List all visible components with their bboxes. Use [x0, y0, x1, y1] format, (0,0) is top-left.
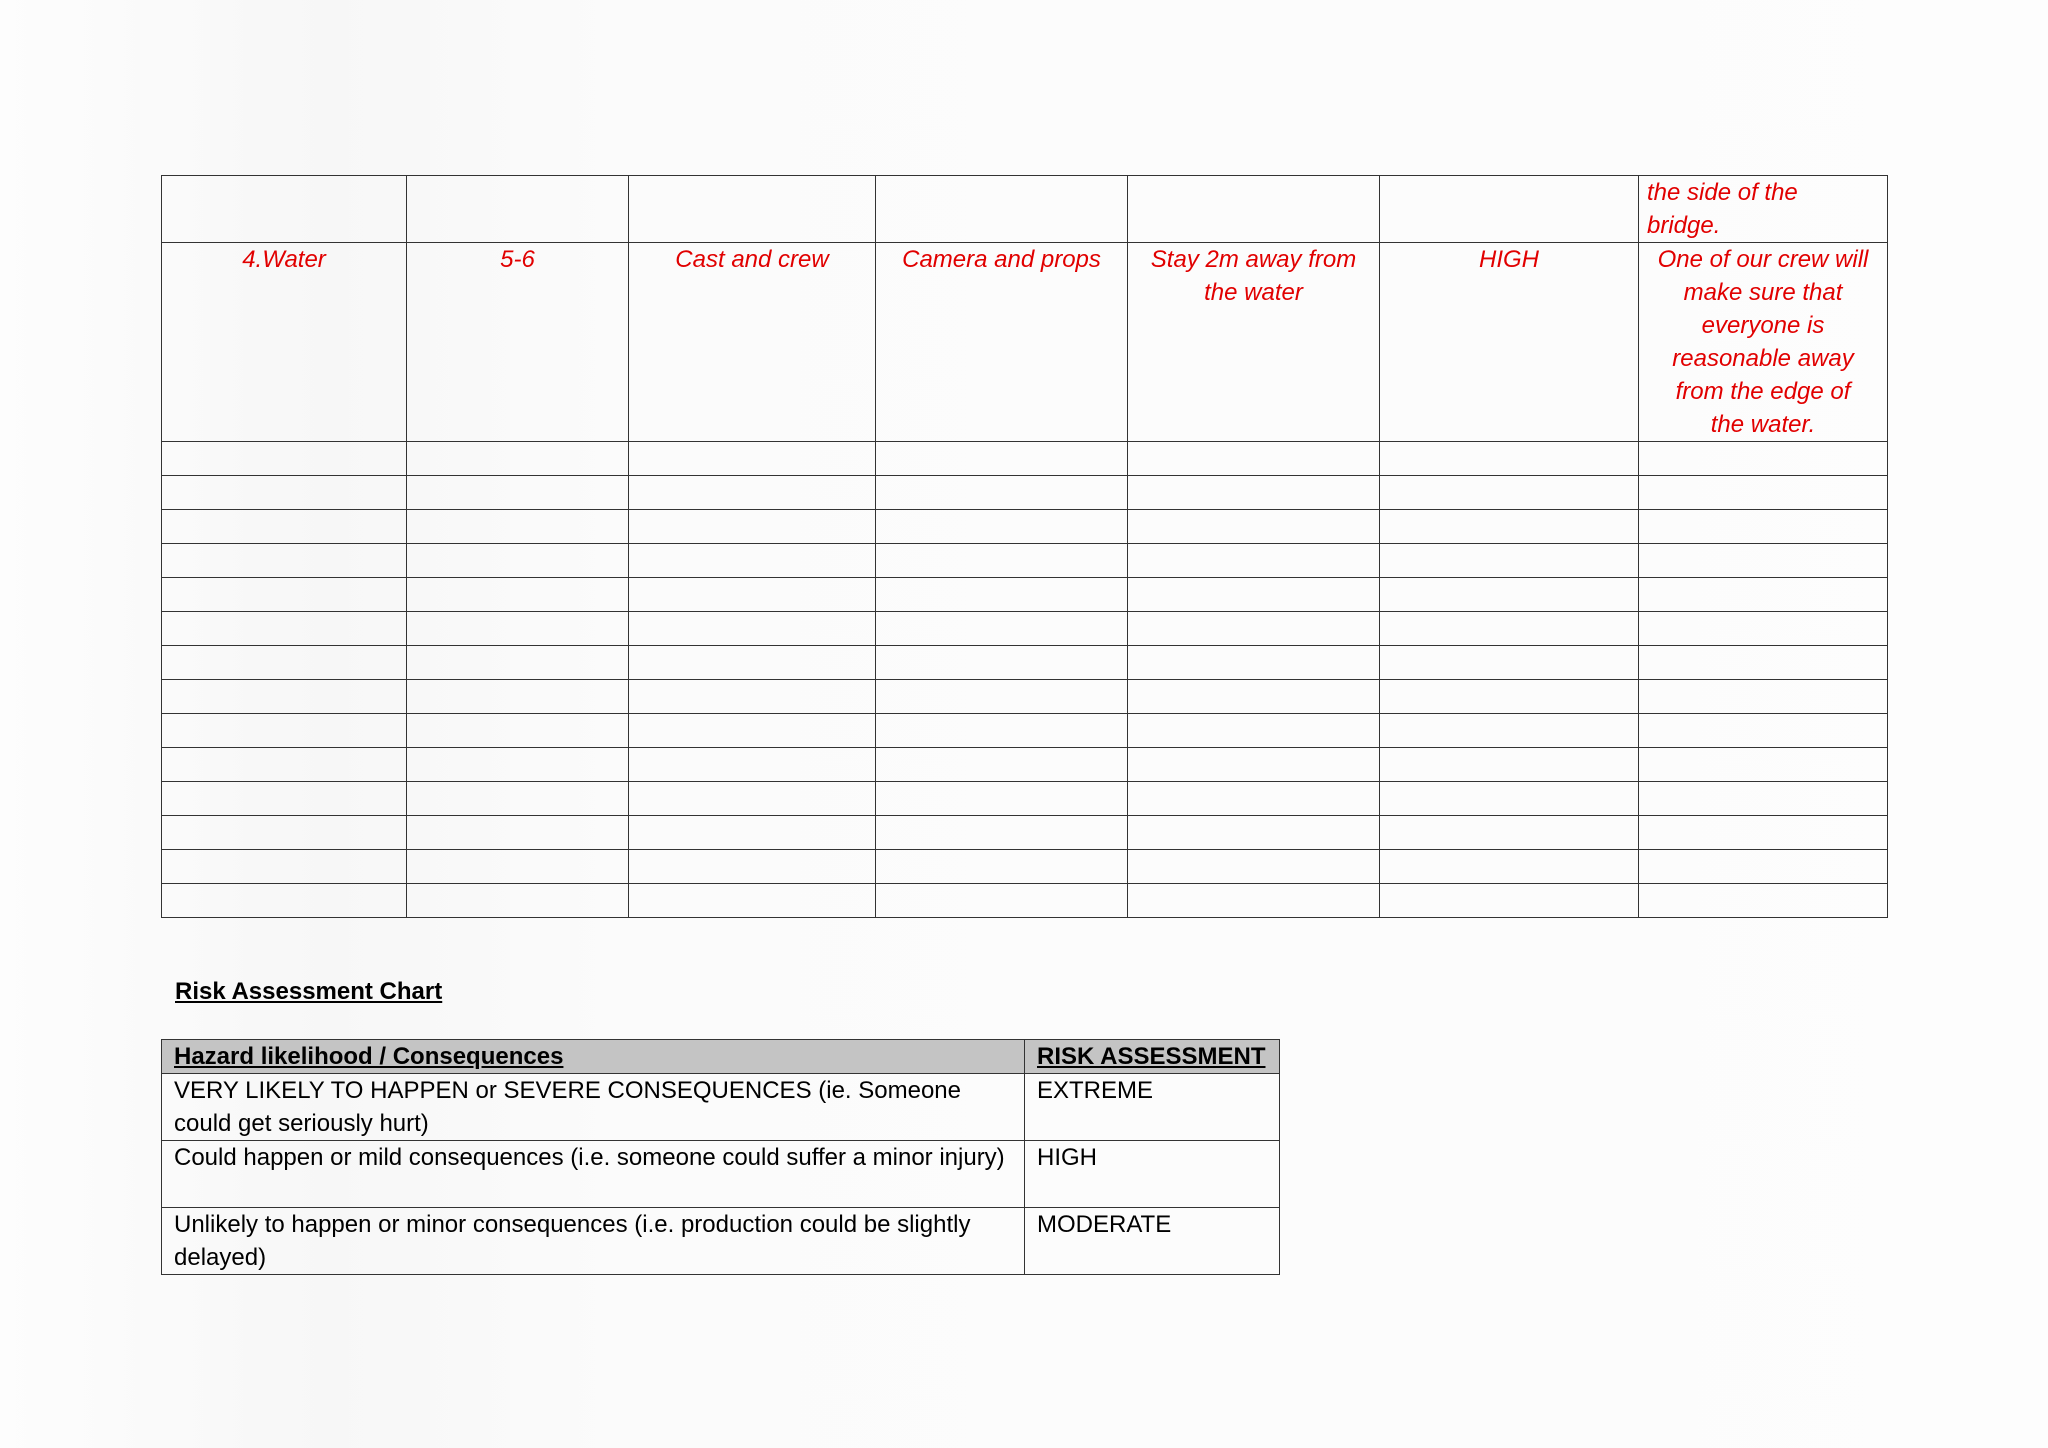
- empty-table-row: [162, 782, 1888, 816]
- empty-table-cell: [629, 510, 876, 544]
- empty-table-cell: [1639, 476, 1888, 510]
- empty-table-row: [162, 510, 1888, 544]
- empty-table-cell: [629, 680, 876, 714]
- empty-table-cell: [629, 646, 876, 680]
- empty-table-cell: [407, 646, 629, 680]
- empty-table-cell: [1639, 884, 1888, 918]
- empty-table-cell: [1639, 680, 1888, 714]
- empty-table-cell: [1128, 476, 1380, 510]
- table-row: [162, 1141, 1280, 1208]
- empty-table-cell: [876, 884, 1128, 918]
- equipment-cell: Camera and props: [876, 243, 1128, 442]
- empty-table-cell: [407, 680, 629, 714]
- empty-table-row: [162, 748, 1888, 782]
- likelihood-cell: Could happen or mild consequences (i.e. someone could suffer a minor injury): [162, 1141, 1025, 1208]
- precaution-cell: Stay 2m away from the water: [1128, 243, 1380, 442]
- empty-table-cell: [162, 510, 407, 544]
- empty-table-cell: [1639, 442, 1888, 476]
- empty-table-cell: [1380, 510, 1639, 544]
- empty-table-cell: [1128, 578, 1380, 612]
- empty-table-cell: [1380, 612, 1639, 646]
- empty-table-cell: [1380, 476, 1639, 510]
- empty-table-cell: [876, 748, 1128, 782]
- empty-table-cell: [629, 816, 876, 850]
- likelihood-cell: Unlikely to happen or minor consequences (i.e. production could be slightly delayed): [162, 1208, 1025, 1275]
- empty-table-cell: [407, 816, 629, 850]
- empty-table-cell: [407, 884, 629, 918]
- empty-table-cell: [1128, 510, 1380, 544]
- empty-table-row: [162, 544, 1888, 578]
- empty-table-cell: [162, 884, 407, 918]
- empty-table-cell: [876, 850, 1128, 884]
- empty-table-cell: [1380, 782, 1639, 816]
- empty-table-cell: [629, 442, 876, 476]
- empty-table-cell: [876, 476, 1128, 510]
- empty-table-cell: [629, 612, 876, 646]
- empty-table-cell: [876, 578, 1128, 612]
- empty-table-cell: [1128, 884, 1380, 918]
- empty-table-cell: [1639, 782, 1888, 816]
- empty-table-cell: [876, 680, 1128, 714]
- empty-table-cell: [407, 476, 629, 510]
- column-header-assessment: RISK ASSESSMENT: [1025, 1040, 1280, 1074]
- table-row: [162, 1074, 1280, 1141]
- empty-table-cell: [1639, 612, 1888, 646]
- empty-table-cell: [1128, 646, 1380, 680]
- empty-table-cell: [1380, 884, 1639, 918]
- empty-table-cell: [629, 544, 876, 578]
- empty-table-cell: [876, 544, 1128, 578]
- hazard-cell: 4.Water: [162, 243, 407, 442]
- assessment-cell: MODERATE: [1025, 1208, 1280, 1275]
- empty-table-cell: [1128, 714, 1380, 748]
- empty-table-cell: [629, 884, 876, 918]
- empty-table-row: [162, 578, 1888, 612]
- empty-table-cell: [407, 578, 629, 612]
- empty-table-cell: [407, 544, 629, 578]
- empty-table-row: [162, 816, 1888, 850]
- empty-table-cell: [1128, 816, 1380, 850]
- empty-table-cell: [629, 578, 876, 612]
- empty-table-cell: [1380, 646, 1639, 680]
- empty-table-cell: [1380, 714, 1639, 748]
- empty-table-cell: [876, 782, 1128, 816]
- assessment-cell: HIGH: [1025, 1141, 1280, 1208]
- table-cell: [876, 176, 1128, 243]
- table-row: [162, 243, 1888, 442]
- empty-table-cell: [1639, 544, 1888, 578]
- empty-table-row: [162, 646, 1888, 680]
- empty-table-cell: [1639, 714, 1888, 748]
- empty-table-cell: [162, 714, 407, 748]
- table-header-row: [162, 1040, 1280, 1074]
- empty-table-row: [162, 476, 1888, 510]
- empty-table-row: [162, 612, 1888, 646]
- table-cell: [407, 176, 629, 243]
- empty-table-cell: [876, 612, 1128, 646]
- empty-table-row: [162, 680, 1888, 714]
- empty-table-cell: [629, 748, 876, 782]
- likelihood-cell: VERY LIKELY TO HAPPEN or SEVERE CONSEQUENCES (ie. Someone could get seriously hurt): [162, 1074, 1025, 1141]
- empty-table-cell: [876, 816, 1128, 850]
- empty-table-cell: [162, 748, 407, 782]
- empty-table-cell: [407, 442, 629, 476]
- table-row: [162, 176, 1888, 243]
- table-cell: [162, 176, 407, 243]
- empty-table-cell: [162, 442, 407, 476]
- empty-table-cell: [162, 612, 407, 646]
- empty-table-cell: [1639, 748, 1888, 782]
- empty-table-cell: [407, 612, 629, 646]
- control-measures-cell: One of our crew will make sure that everyone is reasonable away from the edge of the water.: [1639, 243, 1888, 442]
- empty-table-row: [162, 850, 1888, 884]
- empty-table-cell: [1639, 850, 1888, 884]
- empty-table-cell: [1380, 680, 1639, 714]
- empty-table-cell: [407, 850, 629, 884]
- empty-table-cell: [1128, 544, 1380, 578]
- empty-table-cell: [629, 782, 876, 816]
- empty-table-cell: [407, 782, 629, 816]
- risk-key-table: [161, 1039, 1280, 1275]
- empty-table-cell: [1380, 850, 1639, 884]
- risk-assessment-chart-title: Risk Assessment Chart: [175, 978, 443, 1005]
- empty-table-cell: [1380, 748, 1639, 782]
- table-cell: [1380, 176, 1639, 243]
- empty-table-cell: [407, 510, 629, 544]
- empty-table-cell: [162, 680, 407, 714]
- empty-table-cell: [162, 816, 407, 850]
- empty-table-cell: [876, 510, 1128, 544]
- table-cell: [1128, 176, 1380, 243]
- empty-table-cell: [1128, 850, 1380, 884]
- empty-table-row: [162, 714, 1888, 748]
- empty-table-cell: [1380, 578, 1639, 612]
- rating-cell: 5-6: [407, 243, 629, 442]
- empty-table-cell: [1128, 680, 1380, 714]
- empty-table-cell: [1380, 544, 1639, 578]
- empty-table-row: [162, 884, 1888, 918]
- empty-table-cell: [1128, 612, 1380, 646]
- risk-table: [161, 175, 1888, 918]
- empty-table-cell: [1128, 748, 1380, 782]
- empty-table-cell: [1380, 442, 1639, 476]
- table-cell: [629, 176, 876, 243]
- empty-table-cell: [1639, 816, 1888, 850]
- empty-table-cell: [629, 850, 876, 884]
- empty-table-cell: [1639, 578, 1888, 612]
- empty-table-cell: [1639, 510, 1888, 544]
- risk-level-cell: HIGH: [1380, 243, 1639, 442]
- empty-table-cell: [162, 782, 407, 816]
- empty-table-cell: [162, 646, 407, 680]
- empty-table-cell: [407, 714, 629, 748]
- empty-table-cell: [629, 714, 876, 748]
- empty-table-cell: [407, 748, 629, 782]
- table-row: [162, 1208, 1280, 1275]
- empty-table-cell: [1128, 782, 1380, 816]
- empty-table-cell: [629, 476, 876, 510]
- empty-table-cell: [1639, 646, 1888, 680]
- assessment-cell: EXTREME: [1025, 1074, 1280, 1141]
- empty-table-cell: [162, 850, 407, 884]
- empty-table-cell: [876, 442, 1128, 476]
- empty-table-cell: [1128, 442, 1380, 476]
- empty-table-cell: [162, 544, 407, 578]
- empty-table-cell: [876, 714, 1128, 748]
- control-measures-continuation: the side of the bridge.: [1639, 176, 1888, 243]
- empty-table-cell: [1380, 816, 1639, 850]
- who-at-risk-cell: Cast and crew: [629, 243, 876, 442]
- empty-table-cell: [162, 578, 407, 612]
- empty-table-cell: [876, 646, 1128, 680]
- empty-table-row: [162, 442, 1888, 476]
- column-header-hazard: Hazard likelihood / Consequences: [162, 1040, 1025, 1074]
- empty-table-cell: [162, 476, 407, 510]
